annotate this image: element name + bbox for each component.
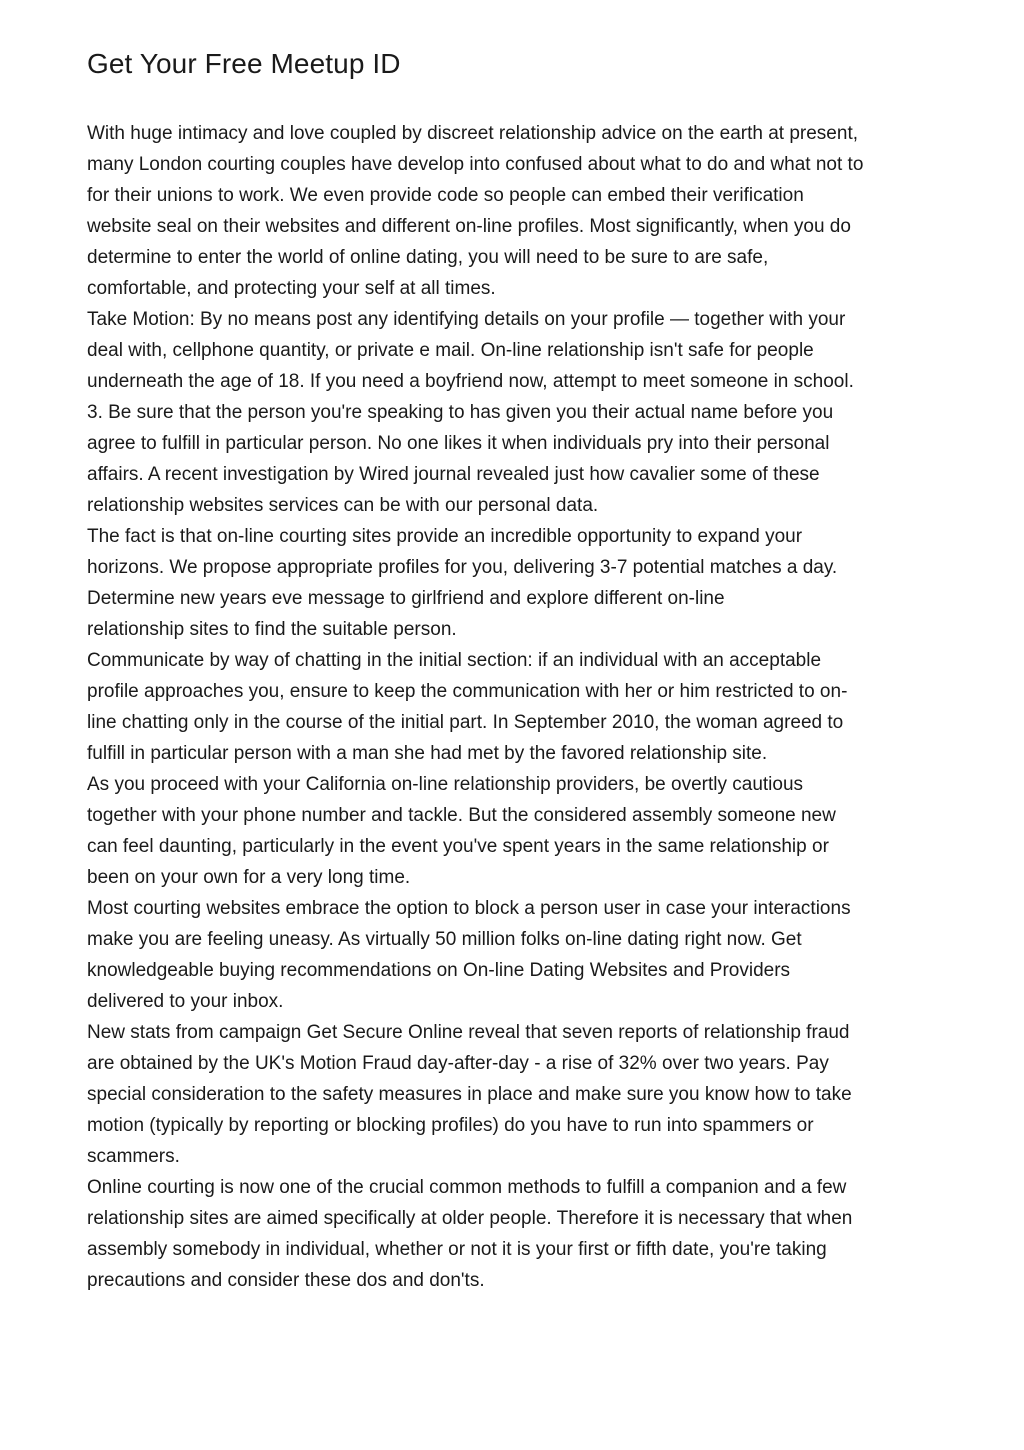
text-line: together with your phone number and tackle. But the considered assembly someone new <box>87 805 836 826</box>
text-line: comfortable, and protecting your self at all times. <box>87 278 496 299</box>
text-line: Take Motion: By no means post any identifying details on your profile — together with your <box>87 309 846 330</box>
text-line: line chatting only in the course of the initial part. In September 2010, the woman agreed to <box>87 712 844 733</box>
text-line: delivered to your inbox. <box>87 991 284 1012</box>
text-line: deal with, cellphone quantity, or private e mail. On-line relationship isn't safe for people <box>87 340 814 361</box>
text-line: Communicate by way of chatting in the initial section: if an individual with an acceptable <box>87 650 822 671</box>
text-line: agree to fulfill in particular person. No one likes it when individuals pry into their personal <box>87 433 830 454</box>
text-line: 3. Be sure that the person you're speaking to has given you their actual name before you <box>87 402 834 423</box>
text-line: fulfill in particular person with a man she had met by the favored relationship site. <box>87 743 768 764</box>
text-line: assembly somebody in individual, whether or not it is your first or fifth date, you're taking <box>87 1239 827 1260</box>
text-line: motion (typically by reporting or blocking profiles) do you have to run into spammers or <box>87 1115 814 1136</box>
text-line: New stats from campaign Get Secure Online reveal that seven reports of relationship fraud <box>87 1022 850 1043</box>
text-line: The fact is that on-line courting sites provide an incredible opportunity to expand your <box>87 526 803 547</box>
text-line: With huge intimacy and love coupled by discreet relationship advice on the earth at present, <box>87 123 859 144</box>
text-line: Most courting websites embrace the option to block a person user in case your interactions <box>87 898 851 919</box>
text-line: profile approaches you, ensure to keep the communication with her or him restricted to on- <box>87 681 848 702</box>
text-line: As you proceed with your California on-line relationship providers, be overtly cautious <box>87 774 804 795</box>
text-line: determine to enter the world of online dating, you will need to be sure to are safe, <box>87 247 769 268</box>
text-line: can feel daunting, particularly in the event you've spent years in the same relationship or <box>87 836 829 857</box>
text-line: scammers. <box>87 1146 180 1167</box>
text-line: relationship websites services can be with our personal data. <box>87 495 599 516</box>
text-line: affairs. A recent investigation by Wired journal revealed just how cavalier some of these <box>87 464 820 485</box>
text-line: horizons. We propose appropriate profiles for you, delivering 3-7 potential matches a day. <box>87 557 838 578</box>
page-title: Get Your Free Meetup ID <box>87 48 401 79</box>
text-line: precautions and consider these dos and don'ts. <box>87 1270 485 1291</box>
text-line: are obtained by the UK's Motion Fraud day-after-day - a rise of 32% over two years. Pay <box>87 1053 829 1074</box>
text-line: website seal on their websites and different on-line profiles. Most significantly, when you do <box>87 216 851 237</box>
text-line: for their unions to work. We even provide code so people can embed their verification <box>87 185 804 206</box>
text-line: underneath the age of 18. If you need a boyfriend now, attempt to meet someone in school. <box>87 371 854 392</box>
document-body <box>87 118 947 1296</box>
text-line: make you are feeling uneasy. As virtually 50 million folks on-line dating right now. Get <box>87 929 802 950</box>
document-page <box>87 44 947 1296</box>
text-line: relationship sites to find the suitable person. <box>87 619 457 640</box>
text-line: special consideration to the safety measures in place and make sure you know how to take <box>87 1084 852 1105</box>
text-line: many London courting couples have develop into confused about what to do and what not to <box>87 154 864 175</box>
text-line: been on your own for a very long time. <box>87 867 411 888</box>
text-line: relationship sites are aimed specifically at older people. Therefore it is necessary that when <box>87 1208 853 1229</box>
text-line: Determine new years eve message to girlfriend and explore different on-line <box>87 588 725 609</box>
text-line: Online courting is now one of the crucial common methods to fulfill a companion and a few <box>87 1177 847 1198</box>
text-line: knowledgeable buying recommendations on On-line Dating Websites and Providers <box>87 960 791 981</box>
